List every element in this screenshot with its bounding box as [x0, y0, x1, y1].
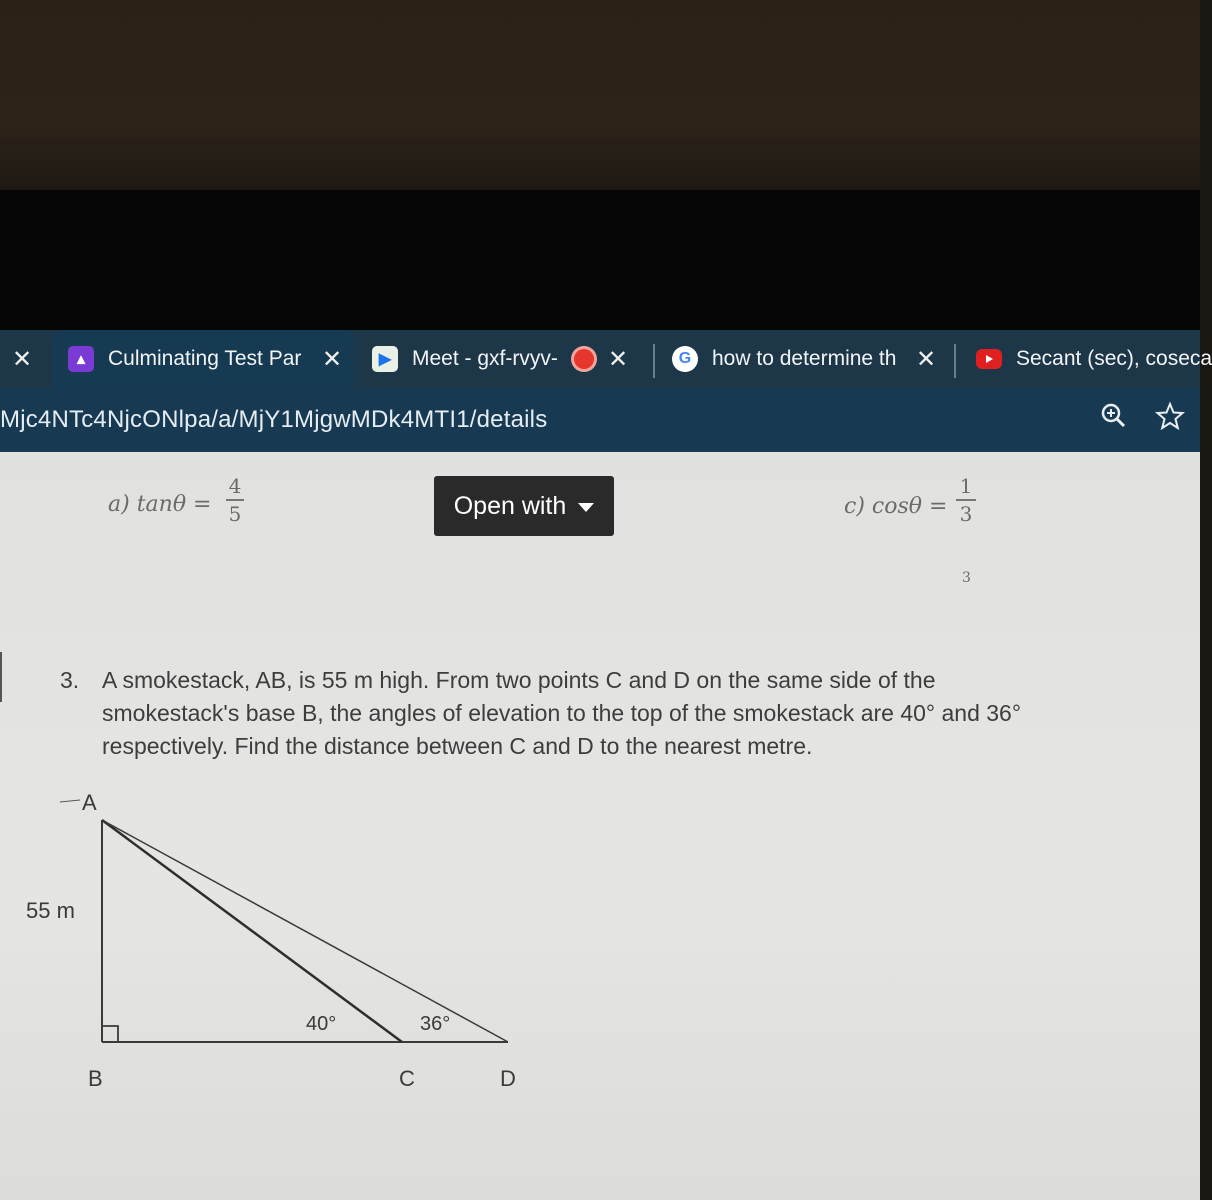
smokestack-diagram — [0, 772, 600, 1091]
label-a: A — [82, 790, 97, 815]
label-b: B — [88, 1066, 103, 1091]
tab-separator — [954, 344, 956, 378]
option-a-fraction — [226, 474, 244, 526]
meet-icon: ▶ — [372, 346, 398, 372]
option-c-text: c) cosθ = — [844, 494, 948, 519]
right-angle-mark — [102, 1026, 118, 1042]
line-ad — [102, 820, 508, 1042]
option-c-fraction — [956, 474, 976, 526]
bookmark-star-icon[interactable] — [1156, 402, 1184, 438]
stray-mark: 3 — [962, 570, 971, 586]
label-c: C — [399, 1066, 415, 1091]
close-icon[interactable]: ✕ — [608, 345, 629, 373]
close-icon[interactable]: ✕ — [916, 345, 937, 373]
question-text: A smokestack, AB, is 55 m high. From two points C and D on the same side of the smokestack's base B, the angles of elevation to the top of the smokestack are 40° and 36° respectively. Find the distance between C and D to the nearest metre. — [102, 667, 1022, 759]
zoom-icon[interactable] — [1100, 402, 1126, 436]
classroom-icon: ▴ — [68, 346, 94, 372]
label-d: D — [500, 1066, 516, 1091]
option-a-denominator: 5 — [228, 502, 242, 526]
address-bar[interactable] — [0, 388, 1200, 452]
tab-label: Secant (sec), coseca — [1016, 347, 1212, 370]
question-3 — [60, 664, 1060, 763]
room-background — [0, 0, 1200, 200]
document-page — [0, 452, 1200, 1200]
tab-bar — [0, 330, 1212, 388]
youtube-icon — [976, 349, 1002, 369]
option-c-numerator: 1 — [959, 474, 973, 498]
tab-youtube[interactable] — [976, 330, 1212, 388]
open-with-label: Open with — [453, 491, 567, 520]
open-with-button[interactable] — [434, 476, 614, 536]
question-number: 3. — [60, 667, 80, 693]
close-icon[interactable]: ✕ — [12, 345, 33, 373]
option-a-numerator: 4 — [228, 474, 242, 498]
option-c-denominator: 3 — [959, 502, 973, 526]
page-edge — [0, 652, 2, 702]
tab-meet[interactable] — [372, 330, 644, 388]
tab-culminating-test[interactable] — [52, 330, 354, 388]
tab-label: Culminating Test Par — [108, 347, 302, 370]
dropdown-caret-icon — [578, 503, 594, 512]
tab-google-search[interactable] — [672, 330, 944, 388]
option-a-text: a) tanθ = — [108, 492, 212, 517]
google-icon: G — [672, 346, 698, 372]
monitor-bezel — [0, 190, 1200, 332]
url-text[interactable]: Mjc4NTc4NjcONlpa/a/MjY1MjgwMDk4MTI1/details — [0, 406, 548, 433]
tab-separator — [653, 344, 655, 378]
previous-tab-close-button[interactable] — [10, 330, 40, 388]
tab-label: how to determine th — [712, 347, 897, 370]
recording-icon — [574, 349, 594, 369]
angle-d-label: 36° — [420, 1013, 451, 1035]
line-ac — [102, 820, 402, 1042]
angle-c-label: 40° — [306, 1013, 337, 1035]
pen-mark — [60, 800, 80, 802]
close-icon[interactable]: ✕ — [322, 345, 343, 373]
tab-label: Meet - gxf-rvyv- — [412, 347, 558, 370]
label-height: 55 m — [26, 898, 75, 923]
